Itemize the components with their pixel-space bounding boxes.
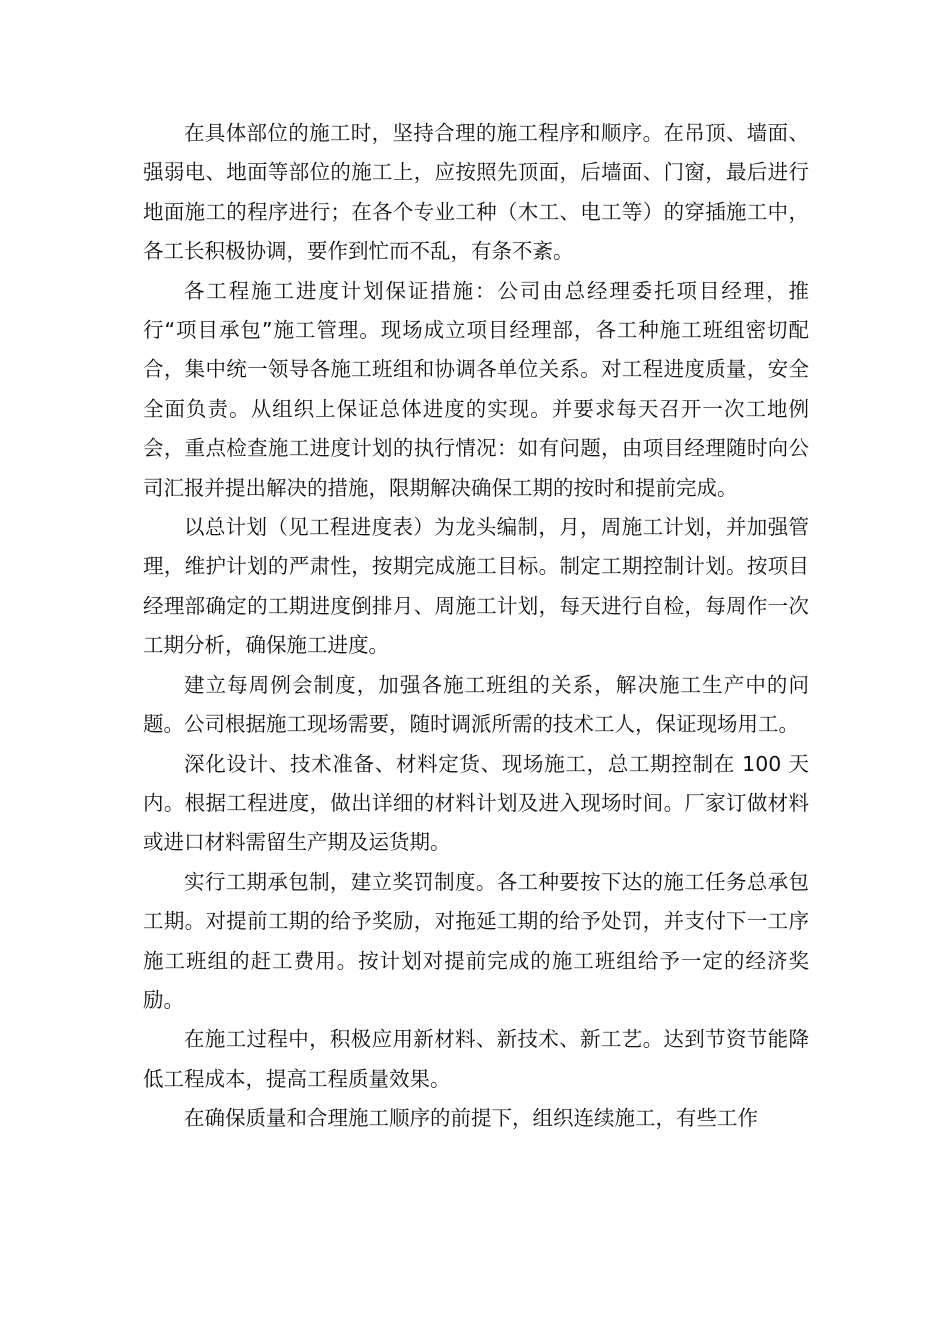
paragraph-continuous-work: 在确保质量和合理施工顺序的前提下，组织连续施工，有些工作 — [184, 1106, 758, 1131]
paragraph-new-materials: 在施工过程中，积极应用新材料、新技术、新工艺。达到节资节能降低工程成本，提高工程质量效果。 — [143, 1027, 809, 1091]
paragraph-master-plan: 以总计划（见工程进度表）为龙头编制，月，周施工计划，并加强管理，维护计划的严肃性，按期完成施工目标。制定工期控制计划。按项目经理部确定的工期进度倒排月、周施工计划，每天进行自检，每周作一次工期分析，确保施工进度。 — [143, 515, 809, 658]
document-body — [143, 114, 809, 1139]
paragraph-schedule-measures: 各工程施工进度计划保证措施：公司由总经理委托项目经理，推行“项目承包”施工管理。现场成立项目经理部，各工种施工班组密切配合，集中统一领导各施工班组和协调各单位关系。对工程进度质量，安全全面负责。从组织上保证总体进度的实现。并要求每天召开一次工地例会，重点检查施工进度计划的执行情况：如有问题，由项目经理随时向公司汇报并提出解决的措施，限期解决确保工期的按时和提前完成。 — [143, 278, 809, 500]
paragraph-contract-system: 实行工期承包制，建立奖罚制度。各工种要按下达的施工任务总承包工期。对提前工期的给予奖励，对拖延工期的给予处罚，并支付下一工序施工班组的赶工费用。按计划对提前完成的施工班组给予一定的经济奖励。 — [143, 869, 809, 1012]
paragraph-sequence: 在具体部位的施工时，坚持合理的施工程序和顺序。在吊顶、墙面、强弱电、地面等部位的施工上，应按照先顶面，后墙面、门窗，最后进行地面施工的程序进行；在各个专业工种（木工、电工等）的穿插施工中，各工长积极协调，要作到忙而不乱，有条不紊。 — [143, 121, 809, 264]
paragraph-weekly-meeting: 建立每周例会制度，加强各施工班组的关系，解决施工生产中的问题。公司根据施工现场需要，随时调派所需的技术工人，保证现场用工。 — [143, 672, 809, 737]
paragraph-total-duration: 深化设计、技术准备、材料定货、现场施工，总工期控制在 100 天内。根据工程进度，做出详细的材料计划及进入现场时间。厂家订做材料或进口材料需留生产期及运货期。 — [143, 751, 809, 855]
